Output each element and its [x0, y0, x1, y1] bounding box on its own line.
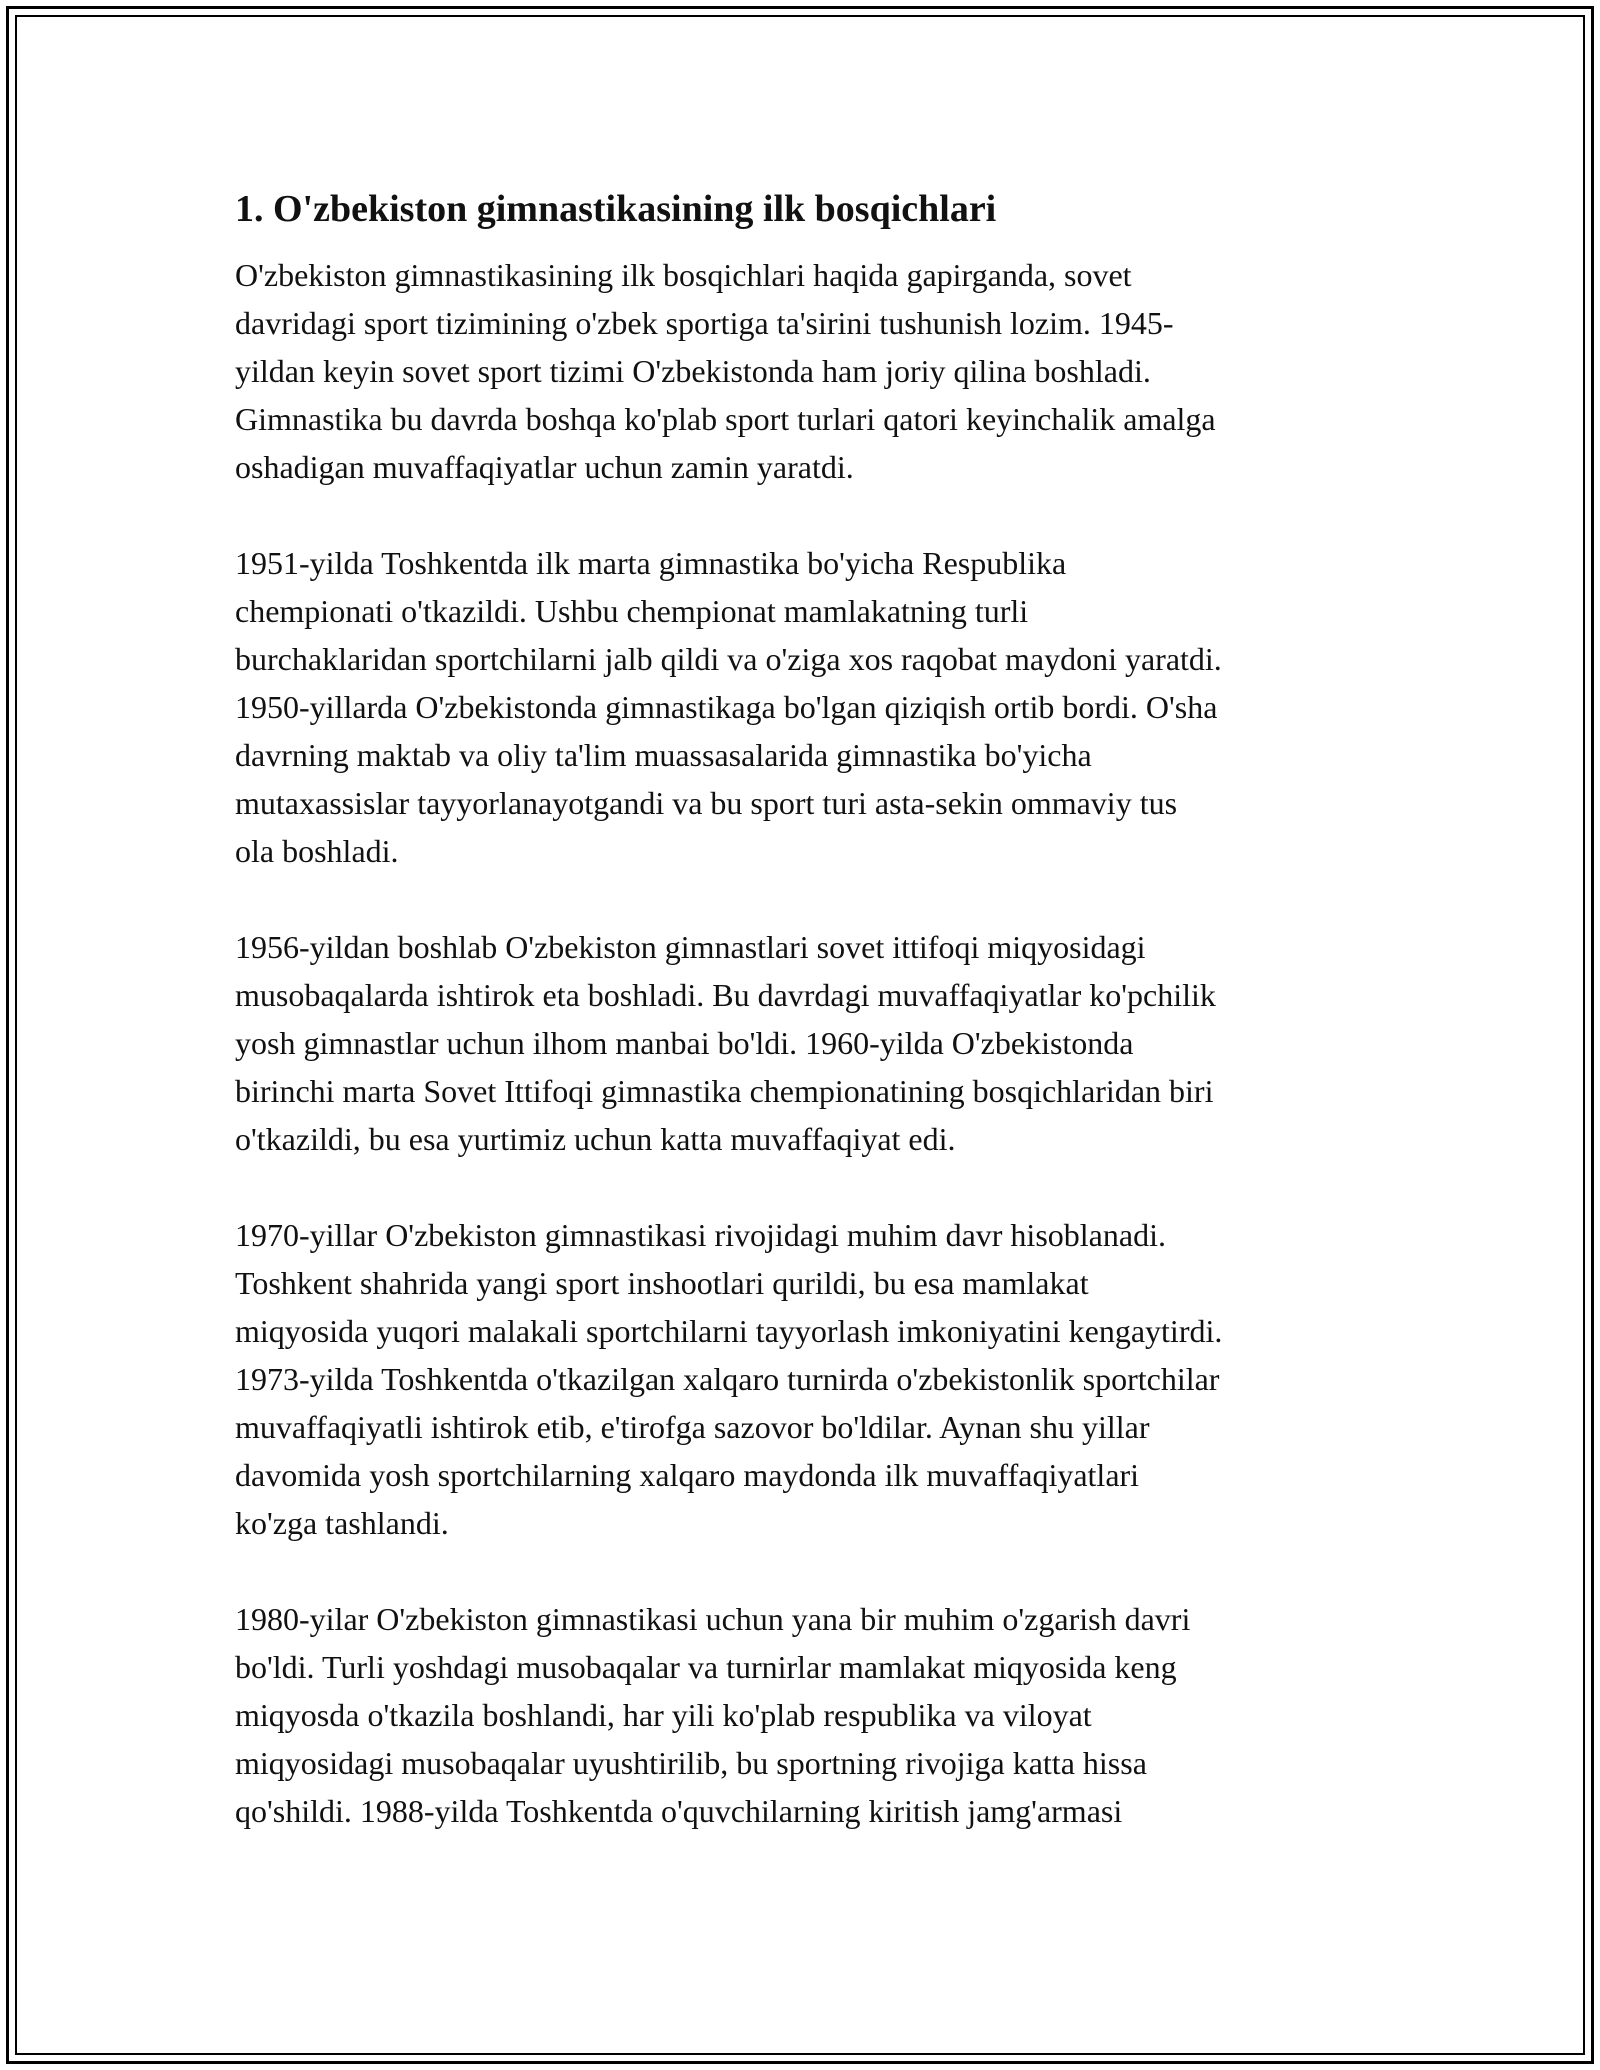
text-line: O'zbekiston gimnastikasining ilk bosqichlari haqida gapirganda, sovet [235, 257, 1132, 293]
paragraph-1 [235, 251, 1375, 491]
text-line: oshadigan muvaffaqiyatlar uchun zamin yaratdi. [235, 449, 854, 485]
text-line: miqyosda o'tkazila boshlandi, har yili ko'plab respublika va viloyat [235, 1697, 1092, 1733]
text-line: davrning maktab va oliy ta'lim muassasalarida gimnastika bo'yicha [235, 737, 1092, 773]
text-line: burchaklaridan sportchilarni jalb qildi va o'ziga xos raqobat maydoni yaratdi. [235, 641, 1222, 677]
text-line: qo'shildi. 1988-yilda Toshkentda o'quvchilarning kiritish jamg'armasi [235, 1793, 1123, 1829]
text-line: davridagi sport tizimining o'zbek sportiga ta'sirini tushunish lozim. 1945- [235, 305, 1174, 341]
text-line: bo'ldi. Turli yoshdagi musobaqalar va turnirlar mamlakat miqyosida keng [235, 1649, 1177, 1685]
text-line: o'tkazildi, bu esa yurtimiz uchun katta muvaffaqiyat edi. [235, 1121, 956, 1157]
text-line: 1951-yilda Toshkentda ilk marta gimnastika bo'yicha Respublika [235, 545, 1067, 581]
text-line: Gimnastika bu davrda boshqa ko'plab sport turlari qatori keyinchalik amalga [235, 401, 1216, 437]
text-line: ola boshladi. [235, 833, 399, 869]
paragraph-4 [235, 1211, 1375, 1547]
text-line: 1973-yilda Toshkentda o'tkazilgan xalqaro turnirda o'zbekistonlik sportchilar [235, 1361, 1220, 1397]
text-line: 1980-yilar O'zbekiston gimnastikasi uchun yana bir muhim o'zgarish davri [235, 1601, 1191, 1637]
section-heading: 1. O'zbekiston gimnastikasining ilk bosqichlari [235, 188, 997, 230]
text-line: muvaffaqiyatli ishtirok etib, e'tirofga sazovor bo'ldilar. Aynan shu yillar [235, 1409, 1150, 1445]
paragraph-5 [235, 1595, 1375, 1835]
text-line: chempionati o'tkazildi. Ushbu chempionat mamlakatning turli [235, 593, 1029, 629]
text-line: ko'zga tashlandi. [235, 1505, 449, 1541]
text-line: musobaqalarda ishtirok eta boshladi. Bu davrdagi muvaffaqiyatlar ko'pchilik [235, 977, 1216, 1013]
document-body [235, 185, 1375, 1883]
text-line: yildan keyin sovet sport tizimi O'zbekistonda ham joriy qilina boshladi. [235, 353, 1151, 389]
text-line: Toshkent shahrida yangi sport inshootlari qurildi, bu esa mamlakat [235, 1265, 1089, 1301]
text-line: birinchi marta Sovet Ittifoqi gimnastika chempionatining bosqichlaridan biri [235, 1073, 1214, 1109]
text-line: 1970-yillar O'zbekiston gimnastikasi rivojidagi muhim davr hisoblanadi. [235, 1217, 1166, 1253]
text-line: davomida yosh sportchilarning xalqaro maydonda ilk muvaffaqiyatlari [235, 1457, 1140, 1493]
paragraph-2 [235, 539, 1375, 875]
text-line: miqyosida yuqori malakali sportchilarni tayyorlash imkoniyatini kengaytirdi. [235, 1313, 1223, 1349]
text-line: mutaxassislar tayyorlanayotgandi va bu sport turi asta-sekin ommaviy tus [235, 785, 1178, 821]
text-line: miqyosidagi musobaqalar uyushtirilib, bu sportning rivojiga katta hissa [235, 1745, 1147, 1781]
text-line: 1950-yillarda O'zbekistonda gimnastikaga bo'lgan qiziqish ortib bordi. O'sha [235, 689, 1218, 725]
paragraph-3 [235, 923, 1375, 1163]
text-line: yosh gimnastlar uchun ilhom manbai bo'ldi. 1960-yilda O'zbekistonda [235, 1025, 1134, 1061]
text-line: 1956-yildan boshlab O'zbekiston gimnastlari sovet ittifoqi miqyosidagi [235, 929, 1146, 965]
